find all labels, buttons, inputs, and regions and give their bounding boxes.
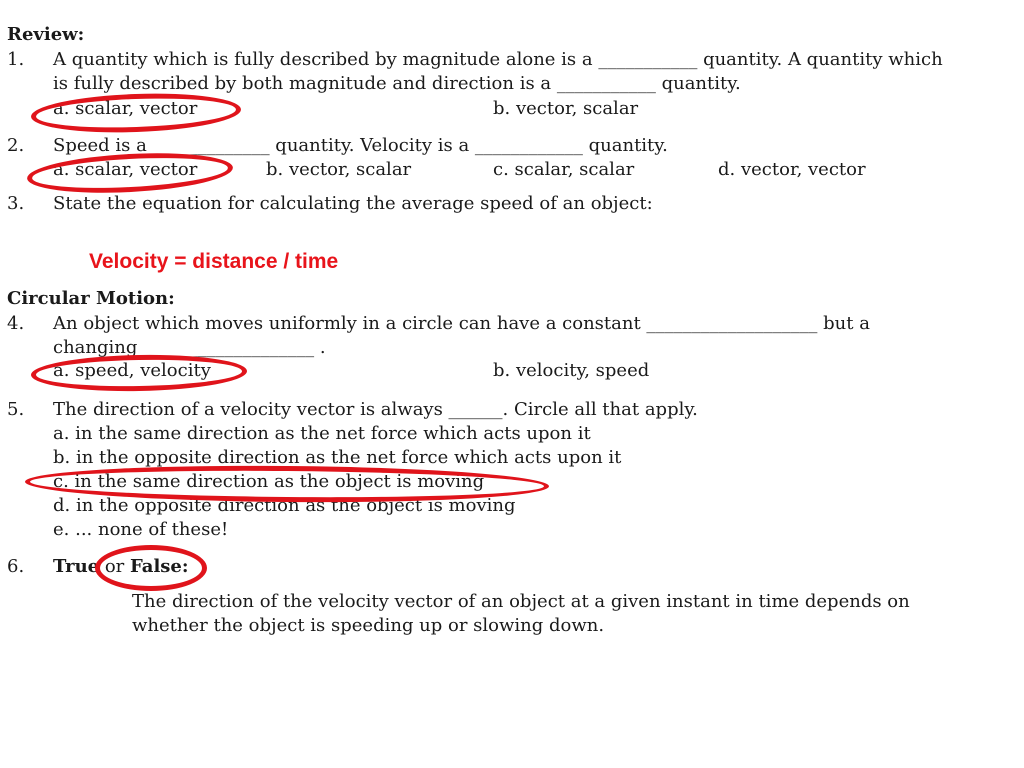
q2-option-a: a. scalar, vector [53, 159, 198, 180]
q5-option-b: b. in the opposite direction as the net force which acts upon it [53, 447, 622, 468]
q5-option-e: e. ... none of these! [53, 519, 229, 540]
q5-line1: The direction of a velocity vector is always ______. Circle all that apply. [53, 399, 698, 420]
q1-line2: is fully described by both magnitude and direction is a ___________ quantity. [53, 73, 741, 94]
q6-label-or: or [99, 556, 130, 577]
q4-option-a: a. speed, velocity [53, 360, 211, 381]
q2-option-d: d. vector, vector [718, 159, 866, 180]
q6-line1: The direction of the velocity vector of an object at a given instant in time depends on [132, 591, 910, 612]
review-heading: Review: [7, 24, 85, 45]
q2-option-c: c. scalar, scalar [493, 159, 635, 180]
q3-line1: State the equation for calculating the average speed of an object: [53, 193, 653, 214]
q5-number: 5. [7, 399, 25, 420]
q1-option-a: a. scalar, vector [53, 98, 198, 119]
q4-line1: An object which moves uniformly in a circle can have a constant ___________________ but a [53, 313, 870, 334]
q2-line1: Speed is a _____________ quantity. Velocity is a ____________ quantity. [53, 135, 668, 156]
q3-number: 3. [7, 193, 25, 214]
q6-label-true: True [53, 556, 100, 577]
q4-number: 4. [7, 313, 25, 334]
q6-line2: whether the object is speeding up or slowing down. [132, 615, 605, 636]
q3-answer: Velocity = distance / time [89, 250, 339, 273]
q5-option-d: d. in the opposite direction as the object is moving [53, 495, 516, 516]
q6-number: 6. [7, 556, 25, 577]
q1-line1: A quantity which is fully described by magnitude alone is a ___________ quantity. A quantity which [53, 49, 943, 70]
q5-option-a: a. in the same direction as the net force which acts upon it [53, 423, 591, 444]
q1-number: 1. [7, 49, 25, 70]
q1-option-b: b. vector, scalar [493, 98, 639, 119]
q2-option-b: b. vector, scalar [266, 159, 412, 180]
q6-label-false: False: [130, 556, 189, 577]
q2-number: 2. [7, 135, 25, 156]
q4-option-b: b. velocity, speed [493, 360, 650, 381]
q6-answer-circle [95, 545, 207, 591]
q4-line2: changing ___________________ . [53, 337, 326, 358]
circular-heading: Circular Motion: [7, 288, 175, 309]
q5-option-c: c. in the same direction as the object is moving [53, 471, 485, 492]
